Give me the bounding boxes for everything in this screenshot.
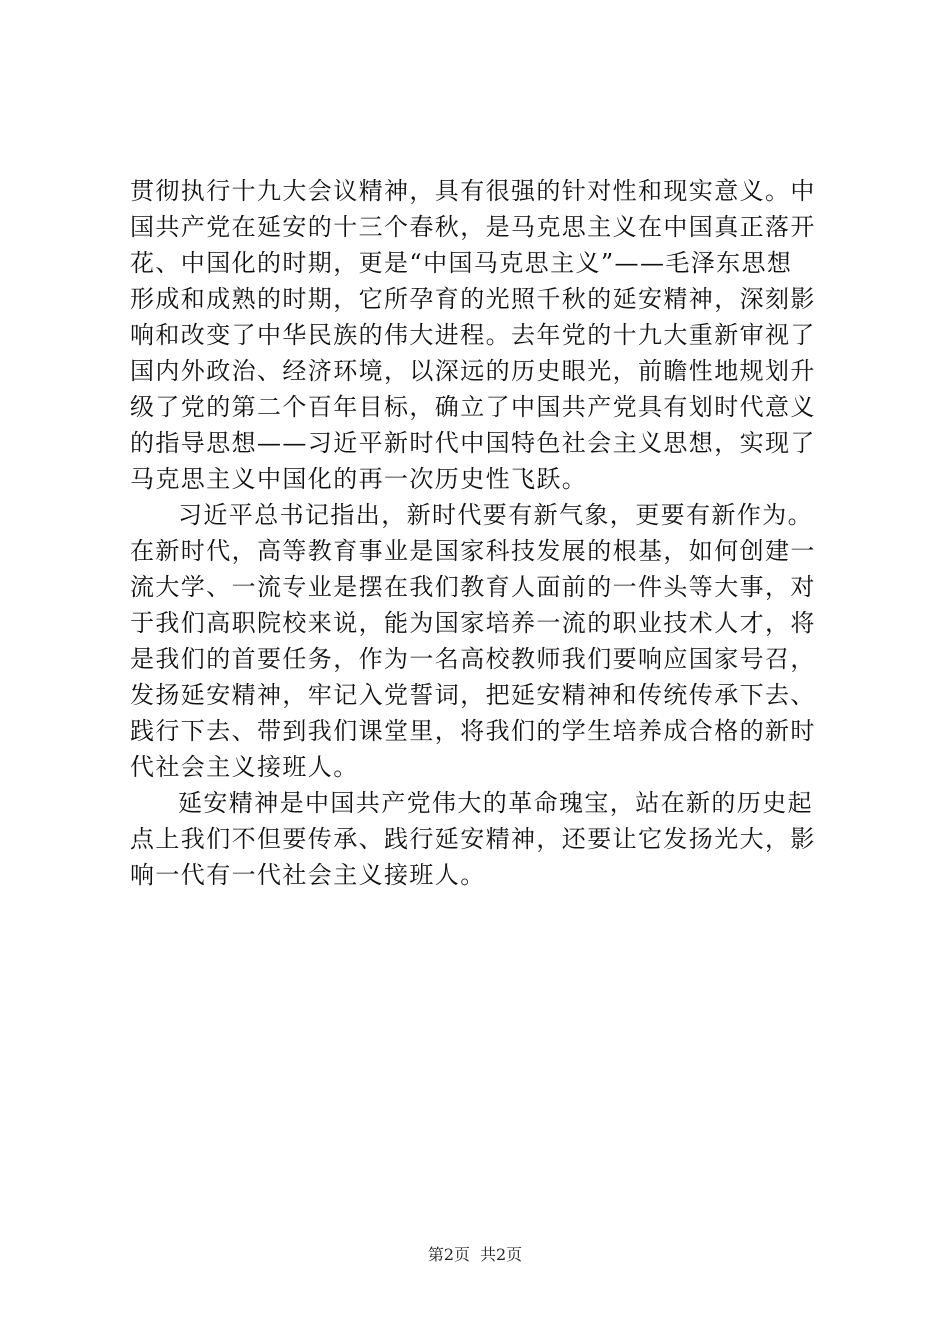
text-line: 发扬延安精神，牢记入党誓词，把延安精神和传统传承下去、	[130, 681, 816, 709]
text-line: 点上我们不但要传承、践行延安精神，还要让它发扬光大，影	[130, 825, 816, 853]
text-line: 代社会主义接班人。	[130, 753, 359, 781]
text-line: 响一代有一代社会主义接班人。	[130, 861, 486, 889]
text-line: 响和改变了中华民族的伟大进程。去年党的十九大重新审视了	[130, 321, 816, 349]
text-line: 级了党的第二个百年目标，确立了中国共产党具有划时代意义	[130, 393, 816, 421]
paragraph-first-line: 延安精神是中国共产党伟大的革命瑰宝，站在新的历史起	[178, 789, 813, 817]
text-line: 流大学、一流专业是摆在我们教育人面前的一件头等大事，对	[130, 573, 816, 601]
text-line: 花、中国化的时期，更是“中国马克思主义”——毛泽东思想	[130, 249, 793, 277]
text-line: 国内外政治、经济环境，以深远的历史眼光，前瞻性地规划升	[130, 357, 816, 385]
text-line: 于我们高职院校来说，能为国家培养一流的职业技术人才，将	[130, 609, 816, 637]
page-number-current: 第2页	[427, 1245, 470, 1264]
text-line: 国共产党在延安的十三个春秋，是马克思主义在中国真正落开	[130, 213, 816, 241]
page-footer	[0, 1243, 950, 1267]
text-line: 马克思主义中国化的再一次历史性飞跃。	[130, 465, 588, 493]
text-line: 贯彻执行十九大会议精神，具有很强的针对性和现实意义。中	[130, 177, 816, 205]
body-text	[130, 173, 830, 893]
page-number-total: 共2页	[480, 1245, 523, 1264]
text-line: 在新时代，高等教育事业是国家科技发展的根基，如何创建一	[130, 537, 816, 565]
paragraph-first-line: 习近平总书记指出，新时代要有新气象，更要有新作为。	[178, 501, 813, 529]
text-line: 是我们的首要任务，作为一名高校教师我们要响应国家号召，	[130, 645, 816, 673]
text-line: 形成和成熟的时期，它所孕育的光照千秋的延安精神，深刻影	[130, 285, 816, 313]
text-line: 践行下去、带到我们课堂里，将我们的学生培养成合格的新时	[130, 717, 816, 745]
text-line: 的指导思想——习近平新时代中国特色社会主义思想，实现了	[130, 429, 816, 457]
